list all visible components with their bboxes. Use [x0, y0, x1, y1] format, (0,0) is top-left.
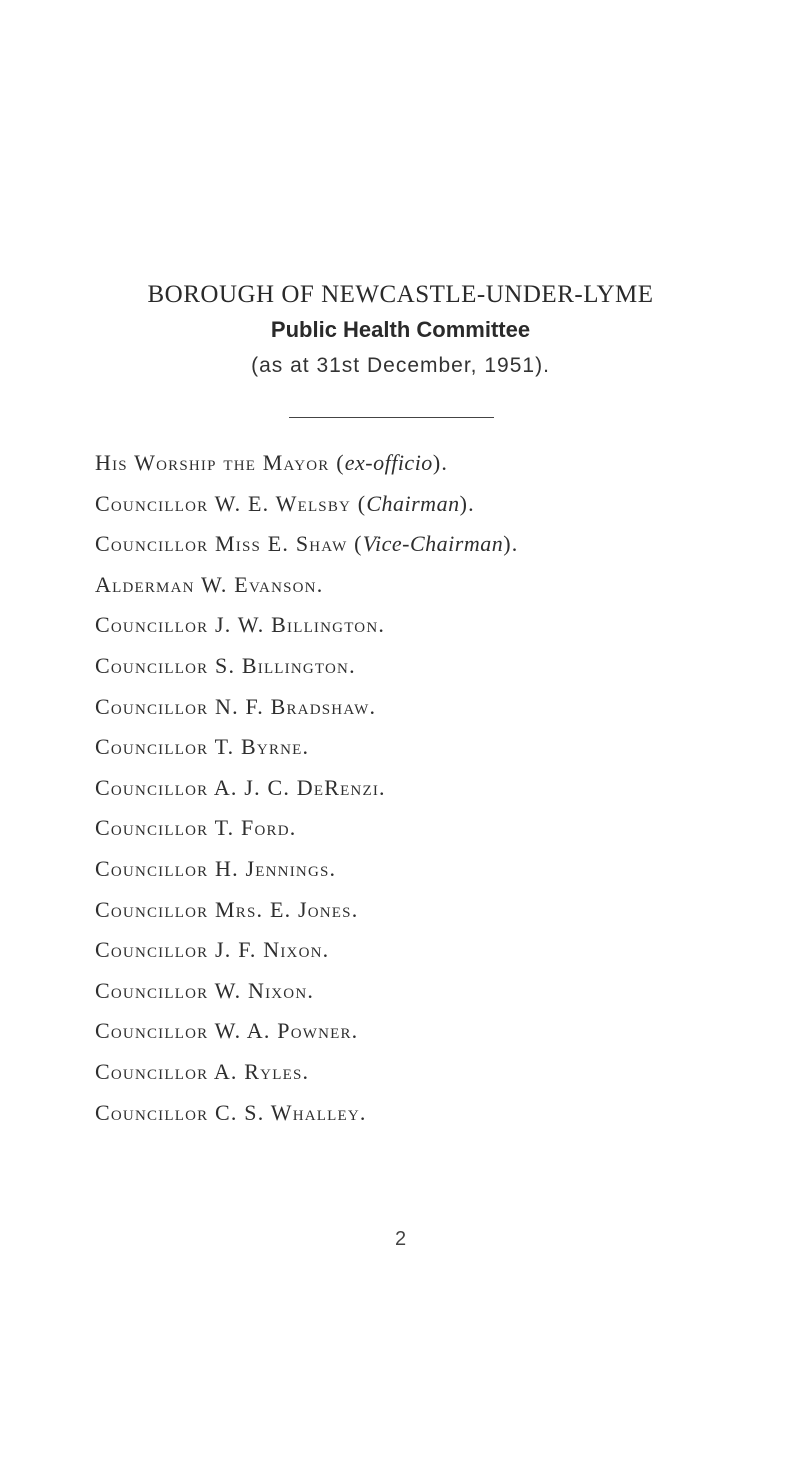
member-entry [95, 895, 518, 936]
page-number: 2 [394, 1228, 407, 1250]
member-entry [95, 732, 518, 773]
member-role-note: Chairman [366, 490, 460, 516]
member-list [95, 448, 518, 1138]
member-name: Councillor J. F. Nixon. [95, 937, 330, 963]
divider-rule [289, 417, 494, 418]
member-name: Councillor J. W. Billington. [95, 612, 386, 638]
document-title: BOROUGH OF NEWCASTLE-UNDER-LYME [147, 281, 654, 308]
member-note-close: ). [432, 450, 449, 475]
member-entry [95, 935, 518, 976]
member-entry [95, 1016, 518, 1057]
member-name: Councillor W. Nixon. [95, 977, 315, 1003]
member-entry [95, 854, 518, 895]
member-name: Councillor T. Ford. [95, 815, 297, 841]
member-name: Councillor S. Billington. [95, 652, 356, 678]
member-name: Councillor N. F. Bradshaw. [95, 693, 377, 719]
member-name: Councillor T. Byrne. [95, 734, 310, 760]
member-name: Councillor C. S. Whalley. [95, 1099, 367, 1125]
member-entry [95, 813, 518, 854]
member-entry [95, 692, 518, 733]
member-note-open: ( [347, 531, 363, 557]
member-name: Councillor A. J. C. DeRenzi. [95, 774, 386, 800]
member-name: Councillor W. E. Welsby [95, 490, 352, 516]
member-name: Councillor W. A. Powner. [95, 1018, 359, 1044]
member-note-close: ). [503, 531, 519, 557]
member-note-open: ( [351, 490, 367, 516]
member-name: Councillor H. Jennings. [95, 855, 337, 881]
member-name: His Worship the Mayor [95, 450, 330, 475]
member-entry [95, 773, 518, 814]
member-entry [95, 1057, 518, 1098]
member-role-note: Vice-Chairman [362, 531, 504, 557]
member-role-note: ex-officio [344, 450, 433, 475]
member-name: Alderman W. Evanson. [95, 571, 324, 597]
member-entry [95, 570, 518, 611]
member-entry [95, 976, 518, 1017]
committee-title: Public Health Committee [270, 317, 531, 342]
member-entry [95, 448, 518, 489]
member-entry [95, 489, 518, 530]
member-name: Councillor Mrs. E. Jones. [95, 896, 359, 922]
member-entry [95, 1098, 518, 1139]
member-entry [95, 610, 518, 651]
as-at-date: (as at 31st December, 1951). [251, 354, 550, 377]
member-name: Councillor Miss E. Shaw [95, 531, 348, 557]
member-entry [95, 529, 518, 570]
member-note-close: ). [459, 490, 475, 516]
member-note-open: ( [329, 450, 345, 475]
member-name: Councillor A. Ryles. [95, 1058, 310, 1084]
member-entry [95, 651, 518, 692]
